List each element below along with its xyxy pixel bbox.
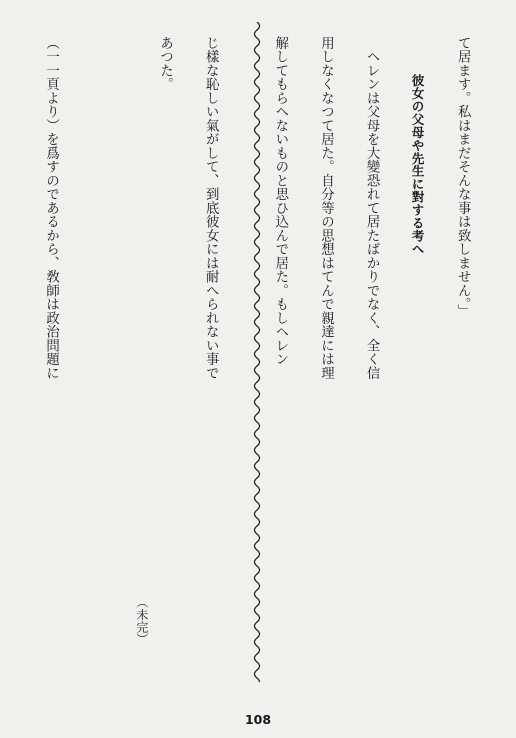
wavy-line-graphic <box>251 22 263 682</box>
text-line: 用しなくなつて居た。自分等の思想はてんで親達には理 <box>318 36 334 381</box>
section-heading-parents-teachers: 彼女の父母や先生に對する考へ <box>409 74 425 256</box>
text-line: （一一頁より）を爲すのであるから、敎師は政治問題に <box>43 36 59 381</box>
wavy-column-divider <box>251 22 263 682</box>
right-column-text <box>266 18 496 690</box>
text-line: 解してもらへないものと思ひ込んで居た。もしヘレン <box>272 36 288 367</box>
text-line: あつた。 <box>157 36 173 92</box>
unfinished-note: （未完） <box>134 596 149 646</box>
text-line <box>84 36 107 41</box>
page-number: 108 <box>244 712 272 727</box>
text-line: じ樣な恥しい氣がして、到底彼女には耐へられない事で <box>203 36 219 381</box>
text-line: て居ます。私はまだそんな事は致しません。」 <box>455 36 471 319</box>
text-line: ヘレンは父母を大變恐れて居たばかりでなく、全く信 <box>364 36 380 381</box>
left-column-text <box>20 18 244 690</box>
